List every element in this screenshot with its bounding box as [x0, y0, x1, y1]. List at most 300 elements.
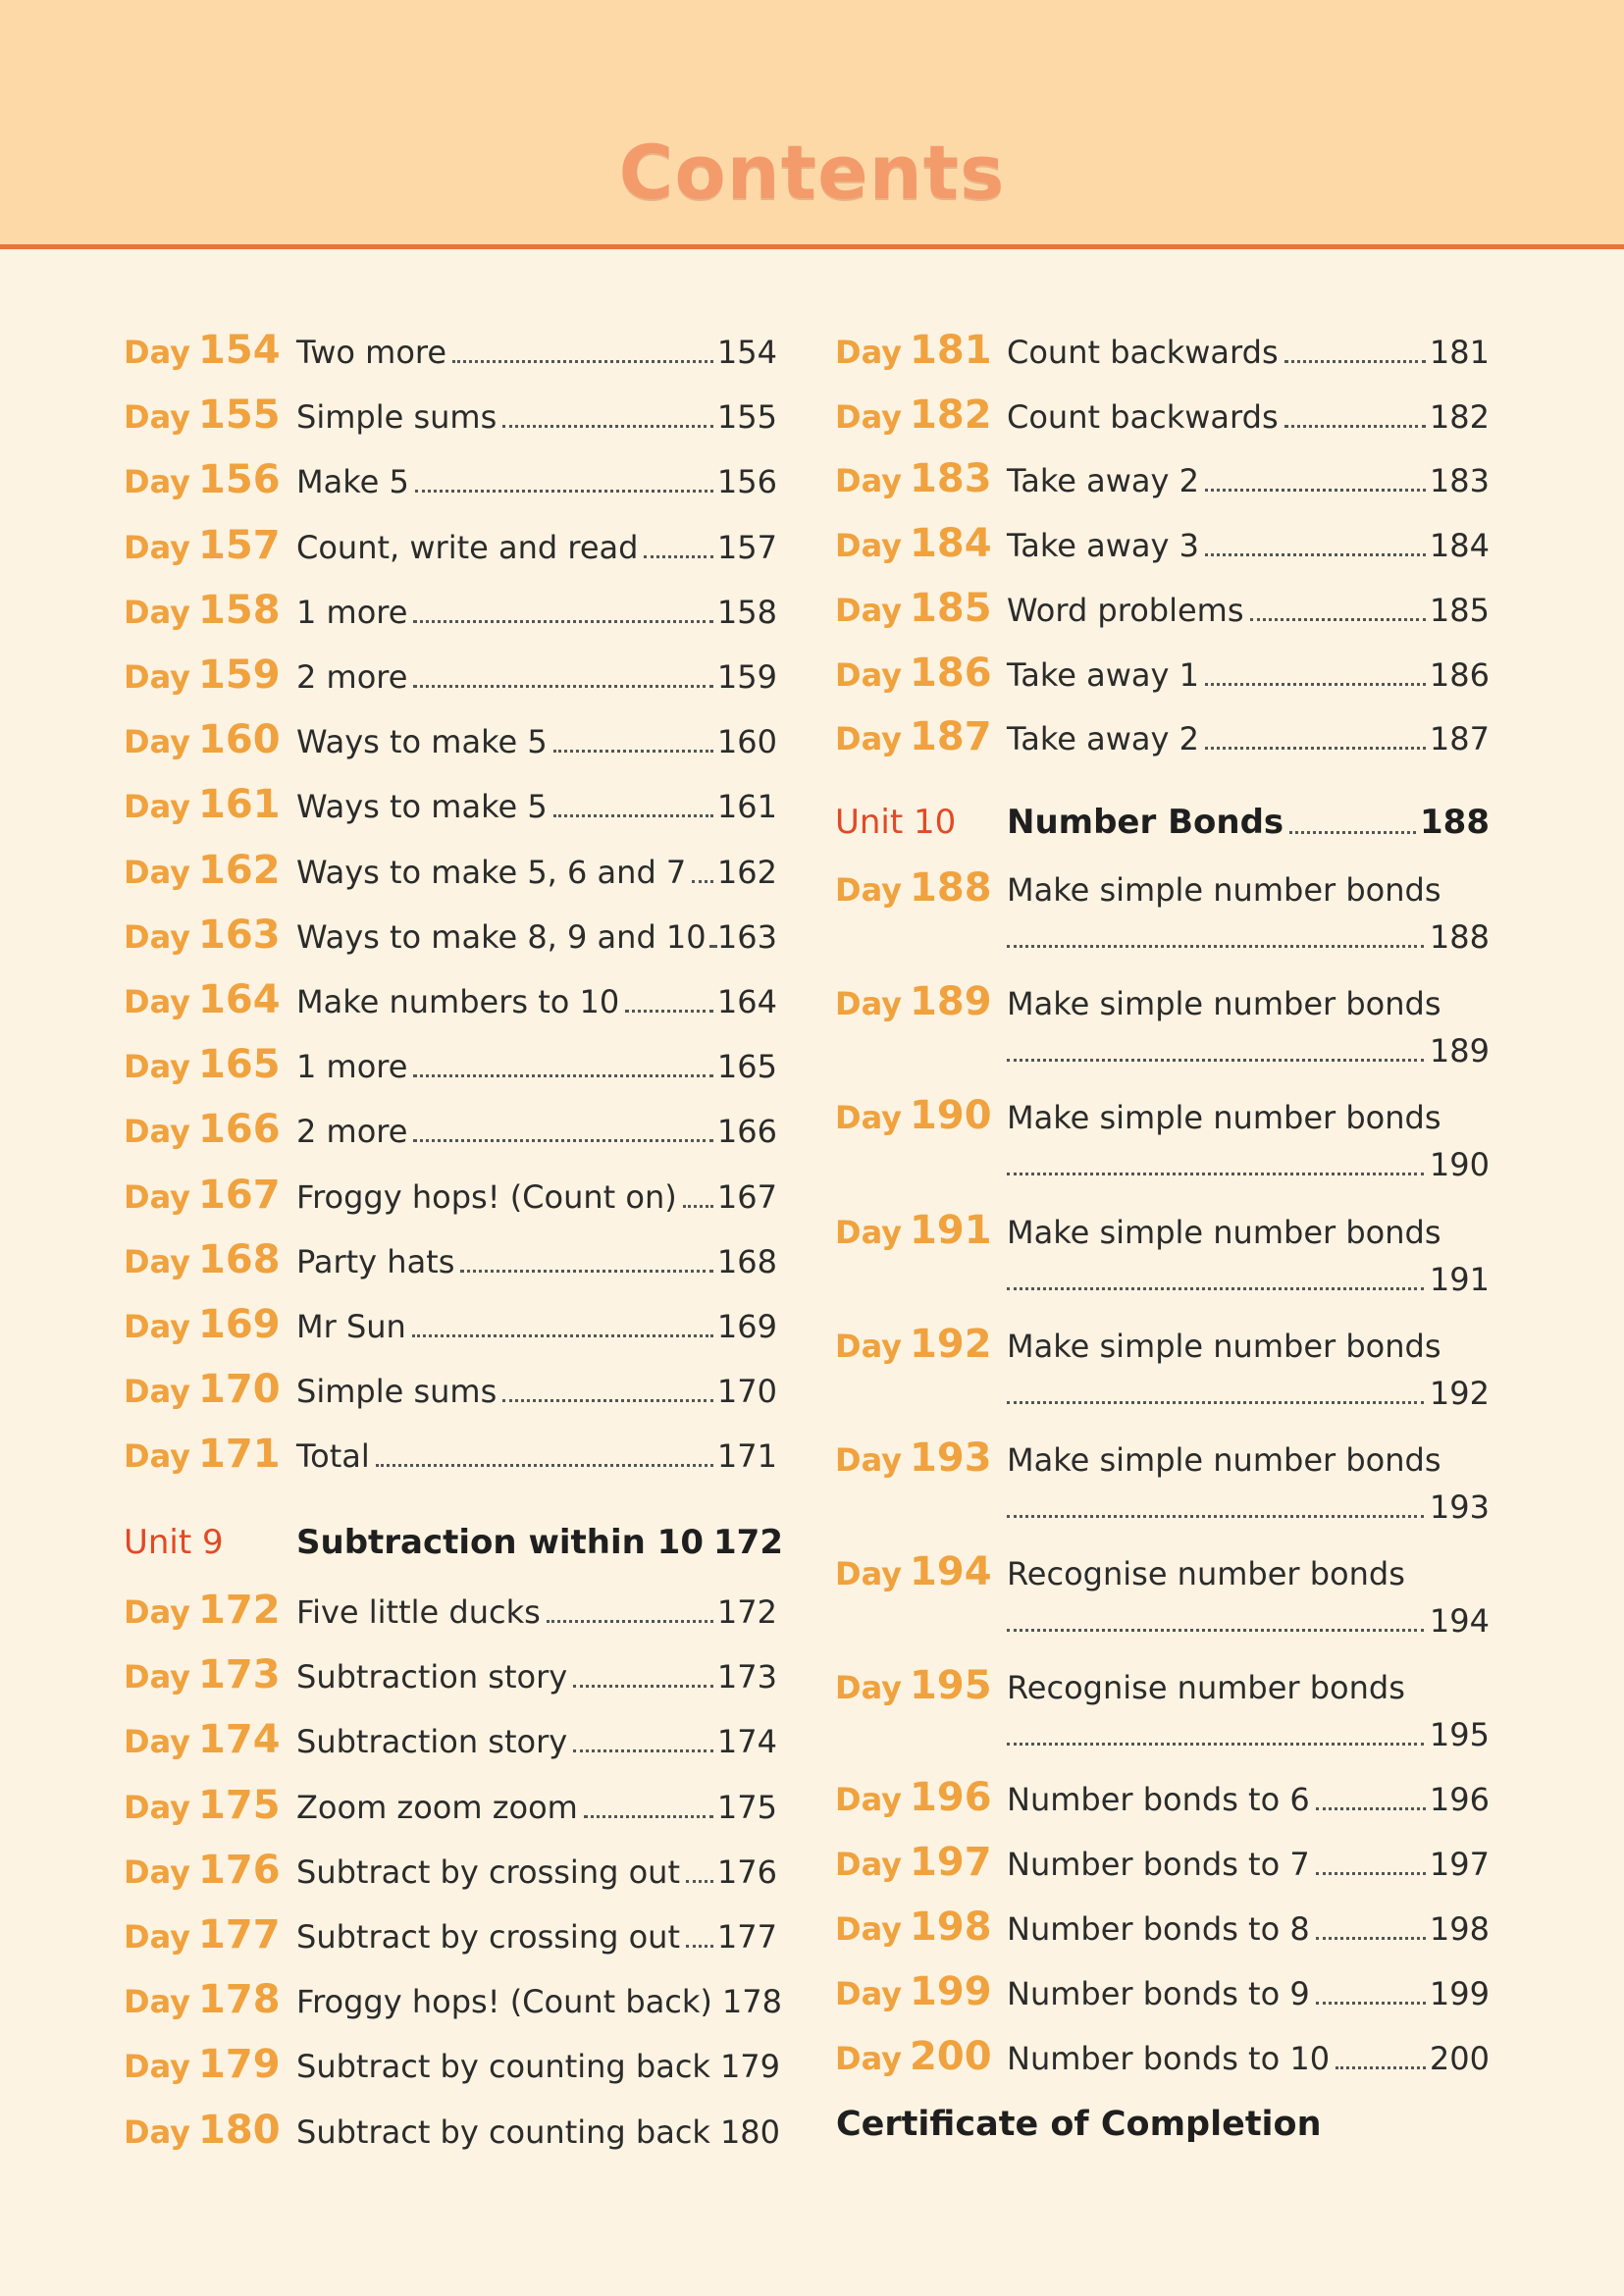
page-number: 193 — [1429, 1488, 1490, 1526]
day-word: Day — [835, 1910, 903, 1948]
day-word: Day — [835, 1441, 903, 1479]
day-label — [835, 1663, 992, 1708]
page-number: 178 — [721, 1983, 782, 2021]
day-number: 167 — [198, 1172, 281, 1218]
page-number: 182 — [1429, 397, 1490, 436]
day-word: Day — [124, 1918, 191, 1956]
toc-entry[interactable] — [296, 854, 777, 891]
entry-title: Count backwards — [1007, 334, 1279, 371]
entry-title: 2 more — [296, 658, 408, 696]
day-label — [124, 977, 281, 1022]
day-word: Day — [124, 853, 191, 891]
page-number: 188 — [1429, 918, 1490, 956]
day-number: 192 — [910, 1321, 992, 1367]
day-label — [835, 328, 992, 373]
page-number: 162 — [716, 853, 777, 891]
day-word: Day — [124, 528, 191, 566]
page-number: 169 — [716, 1308, 777, 1345]
day-label — [835, 1549, 992, 1594]
dot-leader — [1007, 1514, 1424, 1518]
day-label — [124, 1588, 281, 1633]
page-number: 188 — [1420, 803, 1490, 842]
page-number: 195 — [1429, 1716, 1490, 1754]
dot-leader — [502, 424, 713, 428]
page-number: 158 — [716, 593, 777, 631]
entry-title: Subtract by crossing out — [296, 1918, 680, 1956]
toc-entry-page-line[interactable] — [1007, 1716, 1490, 1753]
entry-title: Subtraction within 10 — [296, 1523, 704, 1562]
dot-leader — [1250, 617, 1426, 621]
day-label — [124, 1367, 281, 1412]
dot-leader — [1205, 682, 1426, 686]
page-number: 168 — [716, 1242, 777, 1280]
entry-title: Take away 2 — [1007, 462, 1199, 500]
entry-title: Make simple number bonds — [1007, 1099, 1441, 1137]
day-number: 173 — [198, 1652, 281, 1698]
toc-entry[interactable] — [1007, 2040, 1490, 2077]
day-label — [124, 1717, 281, 1762]
day-word: Day — [835, 397, 903, 436]
day-number: 190 — [910, 1093, 992, 1139]
toc-entry[interactable] — [296, 1853, 777, 1891]
entry-title: Number Bonds — [1007, 803, 1284, 842]
dot-leader — [553, 813, 713, 817]
page-number: 185 — [1429, 591, 1490, 629]
day-word: Day — [835, 462, 903, 500]
dot-leader — [625, 1009, 713, 1013]
day-word: Day — [124, 917, 191, 956]
header-band — [0, 0, 1624, 249]
toc-entry-page-line[interactable] — [1007, 1261, 1490, 1298]
day-label — [835, 1905, 992, 1950]
dot-leader — [1205, 488, 1426, 492]
day-label — [835, 651, 992, 696]
day-number: 191 — [910, 1207, 992, 1253]
toc-entry-page-line[interactable] — [1007, 1602, 1490, 1640]
day-number: 164 — [198, 977, 281, 1022]
toc-entry[interactable] — [296, 1593, 777, 1631]
day-label — [124, 523, 281, 568]
entry-title: Froggy hops! (Count back) — [296, 1983, 712, 2021]
toc-entry[interactable] — [296, 1178, 777, 1216]
dot-leader — [413, 619, 713, 623]
day-number: 159 — [198, 652, 281, 698]
day-word: Day — [835, 1213, 903, 1251]
toc-entry[interactable] — [296, 463, 777, 500]
dot-leader — [1284, 359, 1426, 363]
toc-entry[interactable] — [296, 723, 777, 760]
toc-entry[interactable] — [296, 594, 777, 631]
toc-entry[interactable] — [1007, 1846, 1490, 1883]
day-label — [124, 1107, 281, 1152]
day-label — [124, 913, 281, 958]
day-label — [124, 2042, 281, 2087]
day-word: Day — [124, 398, 191, 437]
dot-leader — [1284, 424, 1426, 428]
entry-title: Froggy hops! (Count on) — [296, 1177, 677, 1216]
day-word: Day — [835, 527, 903, 565]
dot-leader — [452, 359, 713, 363]
day-number: 196 — [910, 1775, 992, 1820]
day-word: Day — [124, 463, 191, 501]
dot-leader — [413, 1073, 713, 1077]
day-label — [124, 1173, 281, 1218]
dot-leader — [1007, 1628, 1424, 1632]
toc-entry[interactable] — [1007, 720, 1490, 757]
day-label — [835, 865, 992, 911]
toc-entry[interactable] — [296, 658, 777, 696]
page-number: 198 — [1429, 1910, 1490, 1948]
day-label — [835, 1969, 992, 2014]
page-title: Contents — [618, 129, 1006, 216]
day-number: 185 — [910, 585, 992, 631]
page-number: 166 — [716, 1113, 777, 1151]
toc-entry[interactable] — [1007, 462, 1490, 499]
entry-title: Subtraction story — [296, 1658, 568, 1696]
day-number: 156 — [198, 457, 281, 503]
day-label — [124, 652, 281, 698]
dot-leader — [1007, 1286, 1424, 1290]
page-number: 154 — [716, 334, 777, 371]
dot-leader — [1007, 944, 1424, 948]
toc-entry[interactable] — [1007, 656, 1490, 694]
entry-title: Ways to make 5, 6 and 7 — [296, 853, 687, 891]
toc-entry[interactable] — [296, 983, 777, 1020]
page-number: 189 — [1429, 1032, 1490, 1070]
day-word: Day — [835, 655, 903, 694]
day-number: 178 — [198, 1977, 281, 2023]
entry-title: Subtract by counting back — [296, 2113, 710, 2151]
toc-entry[interactable] — [296, 1437, 777, 1475]
day-label — [124, 1783, 281, 1828]
dot-leader — [1316, 1871, 1426, 1875]
entry-title: Ways to make 5 — [296, 788, 548, 826]
page-number: 194 — [1429, 1602, 1490, 1641]
toc-entry[interactable] — [296, 1918, 777, 1956]
toc-entry[interactable] — [1007, 592, 1490, 629]
dot-leader — [686, 1879, 713, 1883]
page-number: 156 — [716, 463, 777, 501]
day-label — [124, 717, 281, 762]
toc-entry[interactable] — [1007, 803, 1490, 842]
dot-leader — [1007, 1172, 1424, 1175]
toc-entry[interactable] — [296, 1308, 777, 1345]
day-word: Day — [835, 2040, 903, 2077]
page-number: 172 — [716, 1593, 777, 1631]
dot-leader — [1205, 746, 1426, 750]
entry-title: Number bonds to 9 — [1007, 1975, 1310, 2012]
entry-title: Take away 1 — [1007, 655, 1199, 694]
toc-entry[interactable] — [296, 1243, 777, 1280]
day-word: Day — [124, 1437, 191, 1476]
day-label — [835, 1775, 992, 1820]
dot-leader — [1007, 1742, 1424, 1746]
toc-entry-page-line[interactable] — [1007, 1146, 1490, 1183]
day-word: Day — [124, 1373, 191, 1411]
day-number: 200 — [910, 2034, 992, 2079]
entry-title: Ways to make 8, 9 and 10 — [296, 917, 707, 956]
entry-title: Subtraction story — [296, 1723, 568, 1761]
entry-title: Zoom zoom zoom — [296, 1788, 578, 1826]
toc-entry-wrapped[interactable] — [1007, 1214, 1441, 1251]
toc-entry[interactable] — [296, 2048, 781, 2086]
page-number: 172 — [713, 1523, 783, 1562]
day-number: 180 — [198, 2107, 281, 2153]
entry-title: Recognise number bonds — [1007, 1669, 1405, 1707]
day-number: 154 — [198, 328, 281, 373]
day-label — [124, 2108, 281, 2153]
page-number: 174 — [716, 1723, 777, 1761]
toc-entry-page-line[interactable] — [1007, 1032, 1490, 1070]
day-label — [835, 1840, 992, 1885]
day-number: 175 — [198, 1782, 281, 1828]
day-label — [124, 1042, 281, 1087]
toc-entry[interactable] — [296, 1113, 777, 1150]
unit-label: Unit 9 — [124, 1523, 224, 1562]
page-number: 161 — [716, 788, 777, 826]
page-number: 163 — [716, 917, 777, 956]
toc-entry[interactable] — [1007, 398, 1490, 436]
day-label — [835, 586, 992, 631]
day-word: Day — [124, 1658, 191, 1696]
day-word: Day — [124, 1788, 191, 1826]
day-number: 162 — [198, 847, 281, 893]
entry-title: Number bonds to 8 — [1007, 1910, 1310, 1948]
day-word: Day — [124, 334, 191, 371]
dot-leader — [1336, 2065, 1426, 2069]
day-number: 183 — [910, 456, 992, 502]
dot-leader — [573, 1748, 713, 1752]
toc-entry[interactable] — [1007, 1910, 1490, 1948]
page-number: 165 — [716, 1048, 777, 1086]
page-number: 199 — [1429, 1975, 1490, 2012]
toc-entry[interactable] — [296, 918, 777, 956]
page-number: 176 — [716, 1852, 777, 1891]
page-number: 155 — [716, 398, 777, 437]
toc-entry-wrapped[interactable] — [1007, 1328, 1441, 1365]
toc-entry[interactable] — [296, 334, 777, 371]
entry-title: Simple sums — [296, 398, 498, 437]
dot-leader — [460, 1269, 713, 1273]
day-word: Day — [124, 593, 191, 631]
entry-title: Word problems — [1007, 591, 1244, 629]
toc-entry-page-line[interactable] — [1007, 1488, 1490, 1526]
toc-entry[interactable] — [296, 2113, 781, 2151]
day-number: 198 — [910, 1905, 992, 1950]
day-number: 177 — [198, 1912, 281, 1957]
unit-label: Unit 10 — [835, 803, 957, 842]
entry-title: Recognise number bonds — [1007, 1555, 1405, 1593]
dot-leader — [644, 554, 712, 558]
day-number: 171 — [198, 1432, 281, 1478]
toc-entry[interactable] — [296, 788, 777, 825]
day-number: 188 — [910, 865, 992, 911]
day-number: 197 — [910, 1840, 992, 1885]
toc-entry[interactable] — [296, 398, 777, 436]
day-word: Day — [124, 1308, 191, 1345]
day-word: Day — [835, 1781, 903, 1818]
day-number: 168 — [198, 1236, 281, 1282]
dot-leader — [1289, 830, 1416, 834]
toc-entry-wrapped[interactable] — [1007, 871, 1441, 909]
day-word: Day — [835, 720, 903, 758]
day-number: 193 — [910, 1435, 992, 1481]
dot-leader — [573, 1684, 713, 1688]
day-label — [124, 1848, 281, 1893]
day-number: 186 — [910, 650, 992, 696]
toc-entry[interactable] — [296, 1789, 777, 1826]
dot-leader — [553, 749, 713, 753]
day-word: Day — [124, 1593, 191, 1631]
certificate-entry[interactable]: Certificate of Completion — [836, 2105, 1322, 2144]
day-label — [835, 456, 992, 501]
toc-entry[interactable] — [1007, 1781, 1490, 1818]
day-word: Day — [835, 1846, 903, 1883]
page-number: 177 — [716, 1918, 777, 1956]
day-word: Day — [835, 1975, 903, 2012]
toc-entry[interactable] — [1007, 1975, 1490, 2012]
entry-title: Make simple number bonds — [1007, 871, 1441, 909]
page-number: 196 — [1429, 1781, 1490, 1818]
day-word: Day — [835, 334, 903, 371]
toc-entry[interactable] — [296, 1048, 777, 1085]
day-word: Day — [835, 985, 903, 1023]
dot-leader — [1205, 552, 1426, 556]
toc-entry-page-line[interactable] — [1007, 918, 1490, 956]
day-number: 160 — [198, 717, 281, 763]
day-label — [835, 2034, 992, 2079]
toc-entry[interactable] — [296, 1983, 782, 2021]
entry-title: Count backwards — [1007, 397, 1279, 436]
day-word: Day — [124, 983, 191, 1020]
dot-leader — [1007, 1058, 1424, 1062]
day-number: 158 — [198, 587, 281, 633]
toc-entry-wrapped[interactable] — [1007, 985, 1441, 1022]
entry-title: Count, write and read — [296, 528, 639, 566]
toc-entry[interactable] — [296, 1658, 777, 1696]
page-number: 184 — [1429, 527, 1490, 565]
day-label — [124, 1977, 281, 2022]
page-number: 167 — [716, 1177, 777, 1216]
day-number: 181 — [910, 328, 992, 373]
toc-entry-page-line[interactable] — [1007, 1375, 1490, 1412]
page-number: 170 — [716, 1373, 777, 1411]
toc-entry[interactable] — [296, 1373, 777, 1410]
day-label — [124, 848, 281, 893]
entry-title: Number bonds to 6 — [1007, 1781, 1310, 1818]
day-number: 165 — [198, 1042, 281, 1088]
day-number: 174 — [198, 1717, 281, 1763]
day-label — [124, 457, 281, 502]
dot-leader — [692, 879, 713, 883]
day-label — [124, 782, 281, 827]
day-label — [124, 1432, 281, 1477]
day-label — [835, 1322, 992, 1367]
dot-leader — [1316, 1806, 1426, 1810]
day-number: 166 — [198, 1107, 281, 1153]
page-number: 160 — [716, 723, 777, 761]
dot-leader — [1316, 1936, 1426, 1940]
day-label — [124, 588, 281, 633]
page-number: 192 — [1429, 1374, 1490, 1412]
day-word: Day — [835, 1099, 903, 1137]
entry-title: Total — [296, 1437, 370, 1476]
day-number: 189 — [910, 979, 992, 1025]
dot-leader — [412, 1333, 713, 1337]
toc-entry-wrapped[interactable] — [1007, 1099, 1441, 1136]
day-number: 176 — [198, 1847, 281, 1893]
entry-title: Make simple number bonds — [1007, 1441, 1441, 1479]
toc-entry[interactable] — [296, 1723, 777, 1760]
page-number: 173 — [716, 1658, 777, 1696]
day-word: Day — [124, 1242, 191, 1280]
day-label — [124, 1302, 281, 1347]
toc-entry[interactable] — [296, 529, 777, 566]
entry-title: Subtract by crossing out — [296, 1852, 680, 1891]
dot-leader — [686, 1944, 713, 1948]
entry-title: Subtract by counting back — [296, 2048, 710, 2086]
day-label — [835, 392, 992, 438]
entry-title: 1 more — [296, 1048, 408, 1086]
page-number: 171 — [716, 1437, 777, 1476]
day-number: 179 — [198, 2042, 281, 2088]
dot-leader — [584, 1814, 713, 1818]
toc-entry[interactable] — [1007, 334, 1490, 371]
day-number: 172 — [198, 1588, 281, 1633]
day-label — [835, 714, 992, 759]
dot-leader — [376, 1463, 713, 1467]
dot-leader — [502, 1398, 713, 1402]
day-label — [835, 979, 992, 1024]
toc-entry-wrapped[interactable] — [1007, 1669, 1405, 1706]
day-number: 187 — [910, 714, 992, 760]
page-number: 186 — [1429, 655, 1490, 694]
toc-entry-wrapped[interactable] — [1007, 1441, 1441, 1479]
page-number: 200 — [1429, 2040, 1490, 2077]
day-word: Day — [124, 1852, 191, 1891]
dot-leader — [413, 684, 713, 688]
day-word: Day — [124, 658, 191, 696]
entry-title: Number bonds to 10 — [1007, 2040, 1331, 2077]
dot-leader — [712, 944, 713, 948]
day-number: 182 — [910, 391, 992, 438]
entry-title: 1 more — [296, 593, 408, 631]
entry-title: 2 more — [296, 1113, 408, 1151]
entry-title: Mr Sun — [296, 1308, 406, 1345]
toc-entry-wrapped[interactable] — [1007, 1555, 1405, 1592]
day-label — [124, 1652, 281, 1697]
toc-entry[interactable] — [1007, 527, 1490, 564]
page-number: 157 — [716, 528, 777, 566]
day-word: Day — [835, 1327, 903, 1365]
day-number: 170 — [198, 1367, 281, 1413]
day-word: Day — [835, 1555, 903, 1593]
page-number: 197 — [1429, 1846, 1490, 1883]
day-word: Day — [124, 1113, 191, 1151]
dot-leader — [547, 1619, 713, 1623]
entry-title: Simple sums — [296, 1373, 498, 1411]
day-number: 194 — [910, 1549, 992, 1595]
day-word: Day — [124, 1983, 191, 2021]
day-label — [835, 1093, 992, 1138]
entry-title: Party hats — [296, 1242, 455, 1280]
day-word: Day — [124, 2048, 191, 2086]
toc-entry[interactable] — [296, 1523, 783, 1562]
entry-title: Make 5 — [296, 463, 409, 501]
page-number: 180 — [719, 2113, 781, 2151]
day-number: 161 — [198, 782, 281, 828]
page-number: 187 — [1429, 720, 1490, 758]
